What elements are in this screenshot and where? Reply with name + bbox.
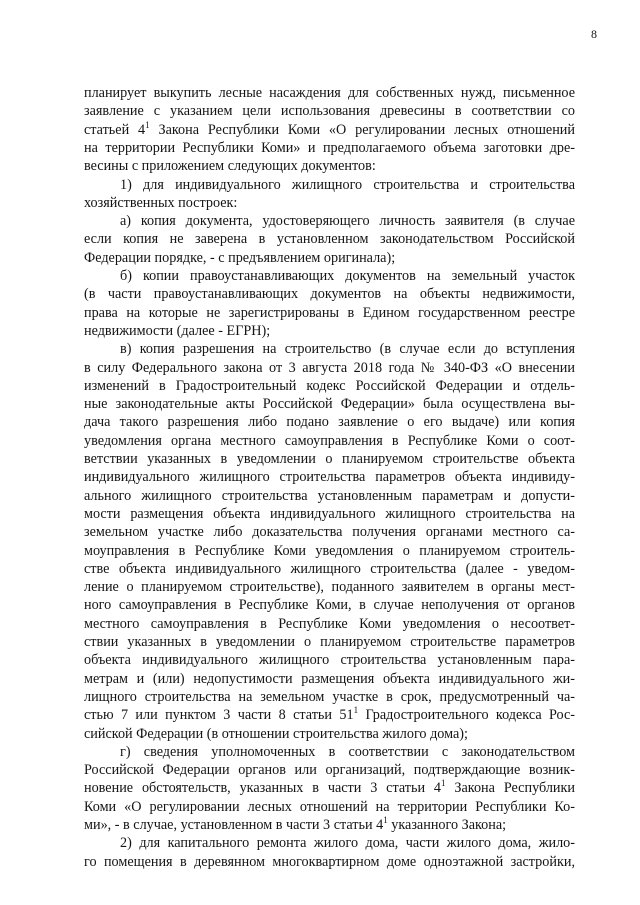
superscript: 1: [145, 119, 150, 130]
text-line-content: изменений в Градостроительный кодекс Российской Федерации и отдель-: [84, 377, 575, 394]
text-line: [84, 286, 575, 303]
text-line: [84, 119, 575, 139]
text-line-content: земельном участке либо доказательства получения органами местного са-: [84, 524, 575, 541]
text-line: [84, 524, 575, 541]
text-line: [84, 671, 575, 688]
text-line: [84, 634, 575, 651]
text-line-content: г) сведения уполномоченных в соответствии с законодательством: [120, 743, 575, 760]
text-line: [84, 543, 575, 560]
text-line-content: ные законодательные акты Российской Федерации» была осуществлена вы-: [84, 396, 575, 413]
text-line: [120, 177, 575, 194]
text-line-content: индивидуального жилищного строительства параметров объекта индивиду-: [84, 469, 575, 486]
text-line: [84, 762, 575, 779]
text-line-content: ми», - в случае, установленном в части 3 статьи 4: [84, 817, 384, 833]
text-line-content: сийской Федерации (в отношении строительства жилого дома);: [84, 725, 468, 742]
text-line-content: стью 7 или пунктом 3 части 8 статьи 51: [84, 707, 354, 724]
text-line: [84, 506, 575, 523]
text-line: [84, 158, 575, 175]
text-line: [84, 780, 575, 797]
text-line: [84, 378, 575, 395]
text-line: [84, 616, 575, 633]
text-line-content: если копия не заверена в установленном законодательством Российской: [84, 231, 575, 248]
text-line-content: б) копии правоустанавливающих документов на земельный участок: [120, 268, 575, 284]
text-line: [84, 250, 575, 267]
text-line: [120, 213, 575, 230]
text-line: [120, 268, 575, 285]
text-line-continuation: Градостроительного кодекса Рос-: [358, 707, 576, 724]
text-line: [84, 726, 575, 743]
text-line-content: новение обстоятельств, указанных в части 3 статьи 4: [84, 780, 442, 797]
text-line: [84, 231, 575, 248]
text-line: [84, 854, 575, 871]
text-line-content: ветствии указанных в уведомлении о планируемом строительстве объекта: [84, 451, 575, 467]
text-line-content: уведомления органа местного самоуправления в Республике Коми о соот-: [84, 432, 575, 449]
text-line: [84, 140, 575, 157]
text-line: [84, 488, 575, 505]
text-line-content: права на которые не зарегистрированы в Едином государственном реестре: [84, 304, 575, 321]
text-line-continuation: Закона Республики: [445, 780, 575, 797]
text-line-continuation: указанного Закона;: [387, 817, 507, 833]
text-line-content: (в части правоустанавливающих документов на объекты недвижимости,: [84, 286, 575, 303]
text-line-content: местного самоуправления в Республике Коми уведомления о несоответ-: [84, 615, 575, 632]
text-line-content: моуправления в Республике Коми уведомления о планируемом строитель-: [84, 542, 575, 559]
text-line: [84, 707, 575, 724]
text-line: [84, 799, 575, 816]
superscript: 1: [441, 778, 446, 789]
text-line-continuation: Закона Республики Коми «О регулировании лесных отношений: [149, 121, 575, 138]
text-line: [84, 817, 575, 834]
text-line-content: недвижимости (далее - ЕГРН);: [84, 322, 271, 339]
text-line-content: метрам и (или) недопустимости размещения объекта индивидуального жи-: [84, 670, 575, 687]
text-line-content: на территории Республики Коми» и предполагаемого объема заготовки дре-: [84, 139, 575, 156]
text-line-content: статьей 4: [84, 121, 146, 138]
text-line-content: 1) для индивидуального жилищного строительства и строительства: [120, 176, 575, 193]
text-line: [120, 835, 575, 852]
text-line-content: а) копия документа, удостоверяющего личность заявителя (в случае: [120, 213, 575, 230]
text-line-content: ление о планируемом строительстве), поданного заявителем в органы мест-: [84, 579, 575, 596]
text-line: [120, 744, 575, 761]
text-line-content: го помещения в деревянном многоквартирном доме одноэтажной застройки,: [84, 853, 575, 870]
text-line: [84, 579, 575, 596]
text-line-content: объекта индивидуального жилищного строительства установленным пара-: [84, 652, 575, 669]
text-line: [84, 561, 575, 578]
text-line: [120, 341, 575, 358]
text-line-content: планирует выкупить лесные насаждения для собственных нужд, письменное: [84, 85, 575, 101]
text-line: [84, 85, 575, 102]
text-line: [84, 469, 575, 486]
text-line: [84, 433, 575, 450]
superscript: 1: [383, 815, 388, 825]
text-line-content: 2) для капитального ремонта жилого дома, части жилого дома, жило-: [120, 835, 575, 852]
text-line-content: мости размещения объекта индивидуального жилищного строительства на: [84, 505, 575, 522]
text-line: [84, 689, 575, 706]
text-line-content: ствии указанных в уведомлении о планируемом строительстве параметров: [84, 634, 575, 650]
text-line-content: в силу Федерального закона от 3 августа 2018 года № 340-ФЗ «О внесении: [84, 359, 575, 376]
text-line-content: заявление с указанием цели использования древесины в соответствии со: [84, 103, 575, 120]
superscript: 1: [353, 705, 359, 716]
text-line: [84, 597, 575, 614]
text-line-content: Российской Федерации органов или организаций, подтверждающие возник-: [84, 762, 575, 779]
text-line-content: ального жилищного строительства установленным параметрам и допусти-: [84, 487, 575, 504]
text-line: [84, 305, 575, 322]
text-line-content: Федерации порядке, - с предъявлением оригинала);: [84, 249, 396, 266]
text-line-content: стве объекта индивидуального жилищного строительства (далее - уведом-: [84, 560, 575, 577]
text-line: [84, 652, 575, 669]
text-line: [84, 414, 575, 431]
text-line-content: дача такого разрешения либо подано заявление о его выдаче) или копия: [84, 414, 575, 431]
text-line-content: ного самоуправления в Республике Коми, в случае неполучения от органов: [84, 597, 575, 614]
text-line-content: в) копия разрешения на строительство (в случае если до вступления: [120, 341, 575, 358]
text-line-content: хозяйственных построек:: [84, 194, 238, 211]
text-line: [84, 360, 575, 377]
text-line-content: лищного строительства на земельном участке в срок, предусмотренный ча-: [84, 688, 575, 705]
text-line: [84, 323, 575, 340]
text-line: [84, 103, 575, 120]
text-line-content: весины с приложением следующих документов:: [84, 158, 376, 175]
text-line: [84, 451, 575, 468]
text-line: [84, 195, 575, 212]
text-line-content: Коми «О регулировании лесных отношений на территории Республики Ко-: [84, 798, 575, 815]
page-number: 8: [591, 27, 597, 41]
text-line: [84, 396, 575, 413]
